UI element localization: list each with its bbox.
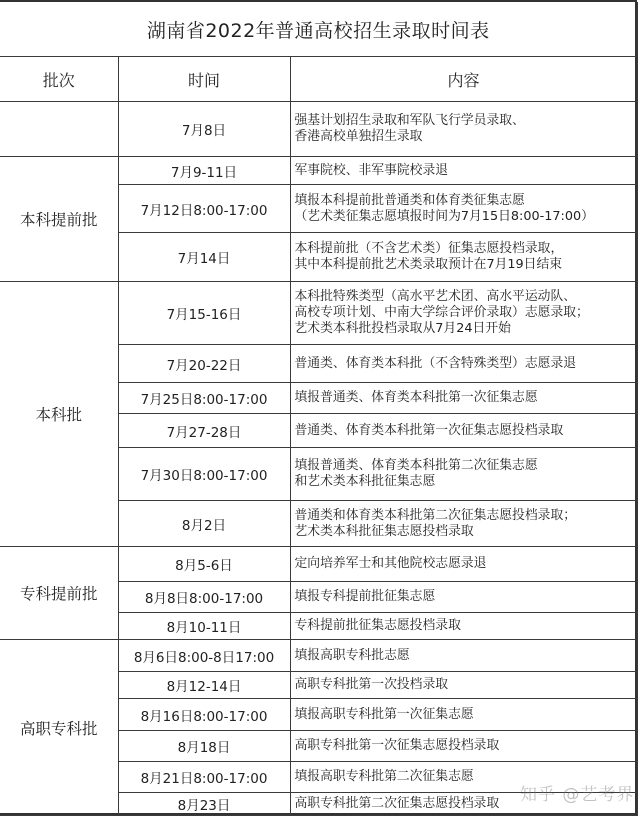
content-line: 填报普通类、体育类本科批第二次征集志愿 [294,458,538,473]
table-row [0,102,637,157]
content-line: 填报高职专科批志愿 [294,647,410,663]
content-line: 填报高职专科批第一次征集志愿 [294,706,474,722]
content-line: 军事院校、非军事院校录退 [294,162,449,178]
batch-cell [0,102,118,157]
time-cell: 8月6日8:00-8日17:00 [118,640,290,672]
content-cell [290,157,637,185]
content-cell [290,383,637,414]
content-line: 高职专科批第二次征集志愿投档录取 [294,796,500,811]
time-cell: 8月16日8:00-17:00 [118,699,290,731]
content-line: 本科提前批（不含艺术类）征集志愿投档录取， [294,241,564,256]
content-line: 强基计划招生录取和军队飞行学员录取、 [294,113,525,128]
time-cell: 8月12-14日 [118,672,290,699]
time-cell: 8月23日 [118,793,290,816]
time-cell: 8月10-11日 [118,613,290,640]
content-cell [290,345,637,383]
content-cell [290,448,637,501]
time-cell: 7月12日8:00-17:00 [118,185,290,233]
table-row [0,157,637,185]
content-cell [290,582,637,613]
content-cell [290,185,637,233]
time-cell: 8月8日8:00-17:00 [118,582,290,613]
header-time: 时间 [118,57,290,102]
content-line: 填报普通类、体育类本科批第一次征集志愿 [294,390,538,405]
table-body [0,102,637,816]
table-row [0,547,637,582]
time-cell: 7月20-22日 [118,345,290,383]
content-line: 普通类、体育类本科批第一次征集志愿投档录取 [294,422,564,438]
time-cell: 8月5-6日 [118,547,290,582]
table-row [0,282,637,345]
batch-cell: 专科提前批 [0,547,118,640]
watermark: 知乎 @艺考界 [520,785,635,805]
content-line: 定向培养军士和其他院校志愿录退 [294,556,487,571]
content-cell [290,672,637,699]
time-cell: 7月9-11日 [118,157,290,185]
content-line: 普通类和体育类本科批第二次征集志愿投档录取； [294,507,577,523]
header-content: 内容 [290,57,637,102]
content-cell [290,731,637,762]
content-line: 填报高职专科批第二次征集志愿 [294,769,474,784]
content-cell [290,233,637,282]
batch-cell: 本科提前批 [0,157,118,282]
time-cell: 8月21日8:00-17:00 [118,762,290,793]
time-cell: 8月2日 [118,501,290,547]
content-cell [290,501,637,547]
time-cell: 7月30日8:00-17:00 [118,448,290,501]
header-batch: 批次 [0,57,118,102]
content-line: 高校专项计划、中南大学综合评价录取）志愿录取； [294,305,589,320]
content-cell [290,613,637,640]
content-line: 高职专科批第一次投档录取 [294,677,449,692]
time-cell: 8月18日 [118,731,290,762]
batch-cell: 本科批 [0,282,118,547]
content-line: 艺术类本科批投档录取从7月24日开始 [294,321,511,336]
content-line: 艺术类本科批征集志愿投档录取 [294,523,474,539]
time-cell: 7月27-28日 [118,414,290,448]
content-line: 填报专科提前批征集志愿 [294,589,436,604]
content-line: （艺术类征集志愿填报时间为7月15日8:00-17:00） [294,208,594,224]
content-cell [290,793,637,816]
content-line: 本科批特殊类型（高水平艺术团、高水平运动队、 [294,289,577,304]
time-cell: 7月25日8:00-17:00 [118,383,290,414]
content-line: 香港高校单独招生录取 [294,129,423,144]
content-cell [290,699,637,731]
content-line: 其中本科提前批艺术类录取预计在7月19日结束 [294,257,563,272]
content-cell [290,414,637,448]
content-cell [290,282,637,345]
time-cell: 7月14日 [118,233,290,282]
batch-cell: 高职专科批 [0,640,118,816]
content-cell [290,640,637,672]
time-cell: 7月15-16日 [118,282,290,345]
table-row [0,640,637,672]
content-cell [290,102,637,157]
content-line: 填报本科提前批普通类和体育类征集志愿 [294,192,525,208]
content-line: 和艺术类本科批征集志愿 [294,474,436,489]
content-line: 专科提前批征集志愿投档录取 [294,618,461,633]
content-line: 高职专科批第一次征集志愿投档录取 [294,738,500,753]
content-cell [290,547,637,582]
content-cell [290,762,637,793]
content-line: 普通类、体育类本科批（不含特殊类型）志愿录退 [294,355,577,371]
admission-schedule-table [0,2,638,816]
time-cell: 7月8日 [118,102,290,157]
table-title: 湖南省2022年普通高校招生录取时间表 [0,2,637,57]
